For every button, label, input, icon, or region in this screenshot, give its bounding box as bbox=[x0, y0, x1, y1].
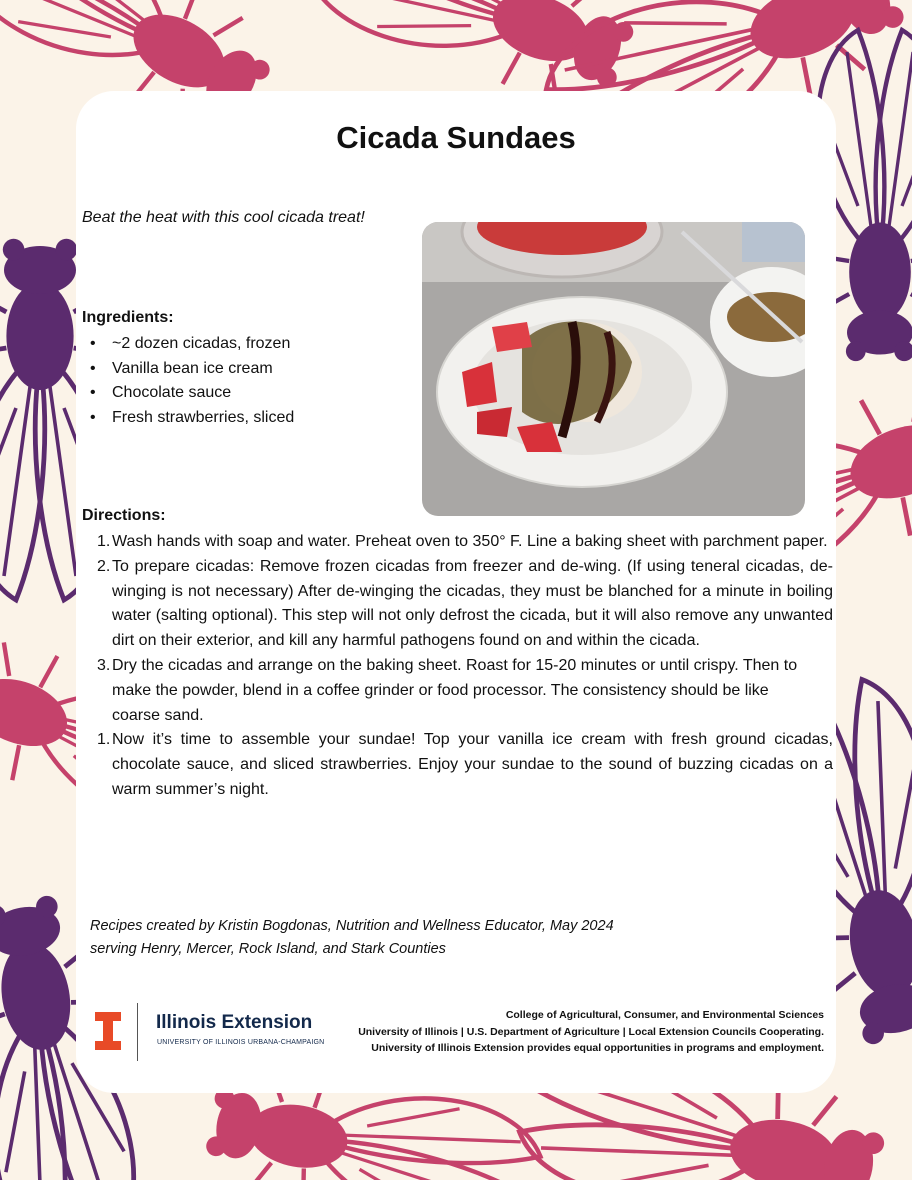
page-title: Cicada Sundaes bbox=[336, 120, 576, 155]
footer-equal-opportunity: University of Illinois Extension provides equal opportunities in programs and employment. bbox=[371, 1042, 824, 1054]
ingredients-heading: Ingredients: bbox=[82, 309, 174, 326]
step-number: 2. bbox=[97, 557, 111, 575]
credit-author: Recipes created by Kristin Bogdonas, Nutrition and Wellness Educator, May 2024 bbox=[90, 918, 614, 934]
step-number: 1. bbox=[97, 533, 111, 550]
illinois-block-i-icon bbox=[95, 1012, 121, 1050]
step-text: Wash hands with soap and water. Preheat oven to 350° F. Line a baking sheet with parchment paper. bbox=[112, 533, 828, 550]
step-text: Now it’s time to assemble your sundae! Top your vanilla ice cream with fresh ground cicadas, chocolate sauce, and sliced strawberries. Enjoy your sundae to the sound of buzzing cicadas on a warm summer’s night. bbox=[112, 731, 833, 798]
footer-cooperating: University of Illinois | U.S. Department of Agriculture | Local Extension Councils Cooperating. bbox=[358, 1025, 824, 1038]
step-number: 1. bbox=[97, 731, 111, 749]
sundae-photo bbox=[422, 222, 805, 516]
list-item: • Chocolate sauce bbox=[90, 381, 294, 406]
list-item: • Vanilla bean ice cream bbox=[90, 357, 294, 382]
tagline: Beat the heat with this cool cicada treat! bbox=[82, 209, 365, 226]
step-number: 3. bbox=[97, 656, 111, 674]
list-item bbox=[97, 728, 833, 802]
logo-subtitle: UNIVERSITY OF ILLINOIS URBANA-CHAMPAIGN bbox=[157, 1039, 325, 1046]
list-item: • Fresh strawberries, sliced bbox=[90, 406, 294, 431]
recipe-credit bbox=[90, 915, 614, 961]
ingredients-list bbox=[90, 332, 294, 431]
directions-heading: Directions: bbox=[82, 507, 166, 524]
directions-list bbox=[97, 530, 833, 803]
step-text: Dry the cicadas and arrange on the baking sheet. Roast for 15-20 minutes or until crispy. Then to make the powder, blend in a coffee grinder or food processor. The consistency should be like coarse sand. bbox=[112, 656, 798, 724]
logo-divider bbox=[137, 1003, 138, 1061]
logo-name: Illinois Extension bbox=[156, 1012, 313, 1033]
list-item bbox=[97, 530, 833, 555]
list-item bbox=[97, 654, 833, 728]
list-item: • ~2 dozen cicadas, frozen bbox=[90, 332, 294, 357]
credit-counties: serving Henry, Mercer, Rock Island, and Stark Counties bbox=[90, 941, 446, 957]
list-item bbox=[97, 555, 833, 654]
footer-college: College of Agricultural, Consumer, and Environmental Sciences bbox=[505, 1009, 824, 1021]
footer-disclaimer bbox=[358, 1007, 824, 1057]
step-text: To prepare cicadas: Remove frozen cicadas from freezer and de-wing. (If using teneral cicadas, de-winging is not necessary) After de-winging the cicadas, they must be blanched for a minute in boiling water (salting optional). This step will not only defrost the cicada, but it will also remove any unwanted dirt on their exterior, and kill any harmful pathogens found on and within the cicada. bbox=[112, 557, 833, 650]
